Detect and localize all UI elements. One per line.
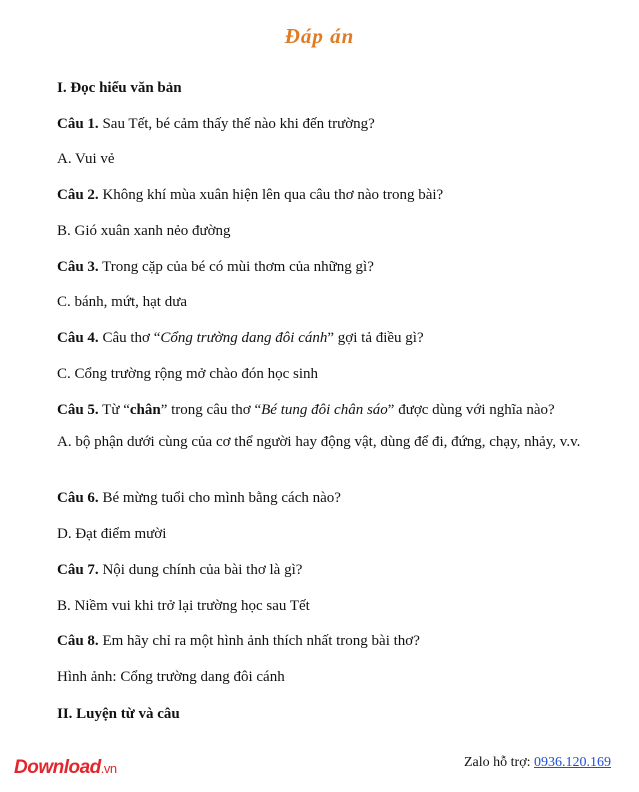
page-title: Đáp án (284, 24, 355, 48)
question-label: Câu 4. (57, 330, 99, 346)
question-4 (57, 329, 424, 347)
question-text: Trong cặp của bé có mùi thơm của những gì? (98, 259, 374, 275)
question-text: Bé mừng tuổi cho mình bằng cách nào? (98, 490, 341, 506)
support-contact (464, 755, 611, 771)
question-quote: Bé tung đôi chân sáo (261, 402, 388, 418)
question-text-pre: Câu thơ “ (98, 330, 161, 346)
question-8 (57, 632, 420, 650)
question-label: Câu 1. (57, 116, 99, 132)
logo-text: Download (14, 757, 101, 778)
question-text: Không khí mùa xuân hiện lên qua câu thơ nào trong bài? (98, 187, 444, 203)
answer-2: B. Gió xuân xanh nẻo đường (57, 223, 231, 239)
question-text-pre: Từ “ (98, 402, 130, 418)
question-2 (57, 186, 443, 204)
question-text: Sau Tết, bé cảm thấy thế nào khi đến trường? (98, 116, 375, 132)
question-text-post: ” được dùng với nghĩa nào? (387, 402, 555, 418)
answer-1: A. Vui vẻ (57, 151, 115, 167)
question-1 (57, 115, 375, 133)
question-label: Câu 6. (57, 490, 99, 506)
answer-4: C. Cổng trường rộng mở chào đón học sinh (57, 366, 319, 382)
question-quote: Cổng trường dang đôi cánh (160, 330, 328, 346)
section-heading-reading: I. Đọc hiểu văn bản (57, 80, 182, 96)
question-label: Câu 2. (57, 187, 99, 203)
question-7 (57, 561, 302, 579)
question-text-mid: ” trong câu thơ “ (160, 402, 262, 418)
answer-8: Hình ảnh: Cổng trường dang đôi cánh (57, 669, 285, 685)
question-keyword: chân (129, 402, 161, 418)
question-label: Câu 8. (57, 633, 99, 649)
answer-6: D. Đạt điểm mười (57, 526, 167, 542)
question-6 (57, 489, 341, 507)
question-label: Câu 7. (57, 562, 99, 578)
answer-3: C. bánh, mứt, hạt dưa (57, 294, 187, 310)
support-phone-link[interactable]: 0936.120.169 (534, 755, 611, 770)
question-5 (57, 401, 555, 419)
section-heading-vocabulary: II. Luyện từ và câu (57, 706, 180, 722)
download-logo[interactable] (14, 757, 117, 779)
support-label: Zalo hỗ trợ: (464, 755, 534, 770)
question-text: Nội dung chính của bài thơ là gì? (98, 562, 303, 578)
answer-7: B. Niềm vui khi trở lại trường học sau Tết (57, 598, 310, 614)
answer-5: A. bộ phận dưới cùng của cơ thể người hay động vật, dùng để đi, đứng, chạy, nhảy, v.v. (57, 434, 581, 450)
question-text-post: ” gợi tả điều gì? (327, 330, 424, 346)
question-label: Câu 5. (57, 402, 99, 418)
logo-suffix: .vn (100, 761, 117, 776)
question-text: Em hãy chỉ ra một hình ảnh thích nhất trong bài thơ? (98, 633, 420, 649)
question-3 (57, 258, 374, 276)
question-label: Câu 3. (57, 259, 99, 275)
